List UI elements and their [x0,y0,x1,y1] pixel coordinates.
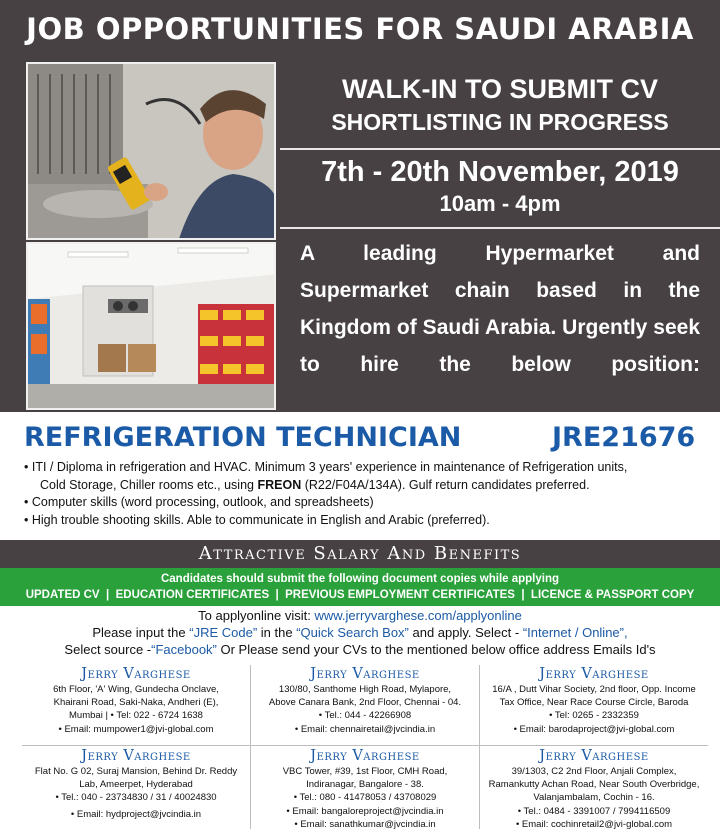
office-email[interactable]: • Email: hydproject@jvcindia.in [70,808,202,820]
office-brand: Jerry Varghese [81,748,191,764]
office-address: 6th Floor, 'A' Wing, Gundecha Onclave, [53,684,219,695]
walkin-dates: 7th - 20th November, 2019 [321,156,679,188]
office-brand: Jerry Varghese [310,666,420,682]
company-intro: A leading Hypermarket and Supermarket chain based in the Kingdom of Saudi Arabia. Urgently seek to hire the below position: [300,242,700,376]
office-phone: • Tel.: 080 - 41478053 / 43708029 [293,792,437,804]
apply-url-link[interactable]: www.jerryvarghese.com/applyonline [314,608,522,623]
office-phone: • Tel.: 044 - 42266908 [318,710,412,722]
office-address: 16/A , Dutt Vihar Society, 2nd floor, Opp. Income [492,684,696,695]
office-phone: • Tel.: 0484 - 3391007 / 7994116509 [517,805,671,817]
walkin-title: WALK-IN TO SUBMIT CV [342,74,658,104]
salary-banner: Attractive Salary And Benefits [0,540,720,568]
office-directory [22,661,708,833]
documents-list: UPDATED CV | EDUCATION CERTIFICATES | PREVIOUS EMPLOYMENT CERTIFICATES | LICENCE & PASSPORT COPY [25,589,695,601]
office-address: VBC Tower, #39, 1st Floor, CMH Road, [282,766,448,777]
office-address: 39/1303, C2 2nd Floor, Anjali Complex, [511,766,677,777]
documents-heading: Candidates should submit the following document copies while applying [160,573,560,585]
requirement-item: • High trouble shooting skills. Able to communicate in English and Arabic (preferred). [24,512,490,527]
cold-storage-photo [26,242,276,410]
documents-banner [0,568,720,606]
office-address: 130/80, Santhome High Road, Mylapore, [278,684,452,695]
technician-photo [26,62,276,240]
requirement-item: • Computer skills (word processing, outlook, and spreadsheets) [24,495,374,509]
walkin-subtitle: SHORTLISTING IN PROGRESS [331,109,669,135]
office-cochin [480,747,708,831]
office-email[interactable]: • Email: mumpower1@jvi-global.com [58,723,214,735]
apply-instructions [0,607,720,658]
job-code: JRE21676 [552,422,696,453]
walkin-panel [280,62,720,383]
office-address: Khairani Road, Saki-Naka, Andheri (E), [53,697,219,709]
apply-text: and apply. Select - [408,625,523,640]
office-email[interactable]: • Email: barodaproject@jvi-global.com [513,723,675,735]
office-address: Tax Office, Near Race Course Circle, Baroda [499,697,689,709]
office-brand: Jerry Varghese [539,748,649,764]
office-address: Flat No. G 02, Suraj Mansion, Behind Dr. Reddy [34,766,238,777]
requirement-highlight: FREON [257,477,302,492]
page-headline: JOB OPPORTUNITIES FOR SAUDI ARABIA [26,12,694,46]
office-email[interactable]: • Email: bangaloreproject@jvcindia.in [286,805,444,817]
technician-illustration [28,64,276,240]
office-mumbai [22,665,250,736]
requirement-text: Cold Storage, Chiller rooms etc., using [40,477,258,492]
requirement-text: (R22/F04A/134A). Gulf return candidates preferred. [301,477,590,492]
office-brand: Jerry Varghese [81,666,191,682]
office-phone: • Tel.: 040 - 23734830 / 31 / 40024830 [55,792,217,804]
apply-line-2 [0,624,720,641]
requirement-text: • ITI / Diploma in refrigeration and HVAC. Minimum 3 years' experience in maintenance of Refrigeration units, [24,460,628,474]
apply-highlight: “Quick Search Box” [296,625,409,640]
requirement-item [24,459,704,494]
apply-text: Select source - [64,642,152,657]
apply-highlight: “JRE Code” [189,625,258,640]
divider [22,745,708,746]
job-section [0,412,720,540]
job-requirements [24,459,704,529]
office-address: Ramankutty Achan Road, Near South Overbridge, [488,779,700,791]
office-email[interactable]: • Email: sanathkumar@jvcindia.in [294,818,436,830]
apply-text: Or Please send your CVs to the mentioned below office address Emails Id's [216,642,656,657]
divider [280,148,720,150]
office-email[interactable]: • Email: cochinretail2@jvi-global.com [515,818,673,830]
apply-line-3 [0,641,720,658]
office-phone: • Tel: 0265 - 2332359 [549,710,639,722]
office-address: Valanjambalam, Cochin - 16. [533,792,655,804]
office-bangalore [251,747,479,831]
office-address: Lab, Ameerpet, Hyderabad [79,779,193,791]
office-baroda [480,665,708,736]
office-email[interactable]: • Email: chennairetail@jvcindia.in [294,723,436,735]
apply-highlight: “Internet / Online”, [522,625,628,640]
header-panel [0,0,720,412]
office-address: Indiranagar, Bangalore - 38. [306,779,424,791]
job-title: REFRIGERATION TECHNICIAN [24,422,462,453]
office-hyderabad [22,747,250,821]
office-brand: Jerry Varghese [539,666,649,682]
office-phone: Mumbai | • Tel: 022 - 6724 1638 [69,710,203,722]
apply-highlight: “Facebook” [151,642,217,657]
apply-text: in the [257,625,297,640]
office-address: Above Canara Bank, 2nd Floor, Chennai - 04. [268,697,462,709]
apply-line-1 [0,607,720,624]
apply-text: Please input the [92,625,190,640]
office-chennai [251,665,479,736]
cold-storage-illustration [28,244,276,410]
walkin-time: 10am - 4pm [439,191,561,216]
office-brand: Jerry Varghese [310,748,420,764]
apply-prefix: To applyonline visit: [198,608,315,623]
